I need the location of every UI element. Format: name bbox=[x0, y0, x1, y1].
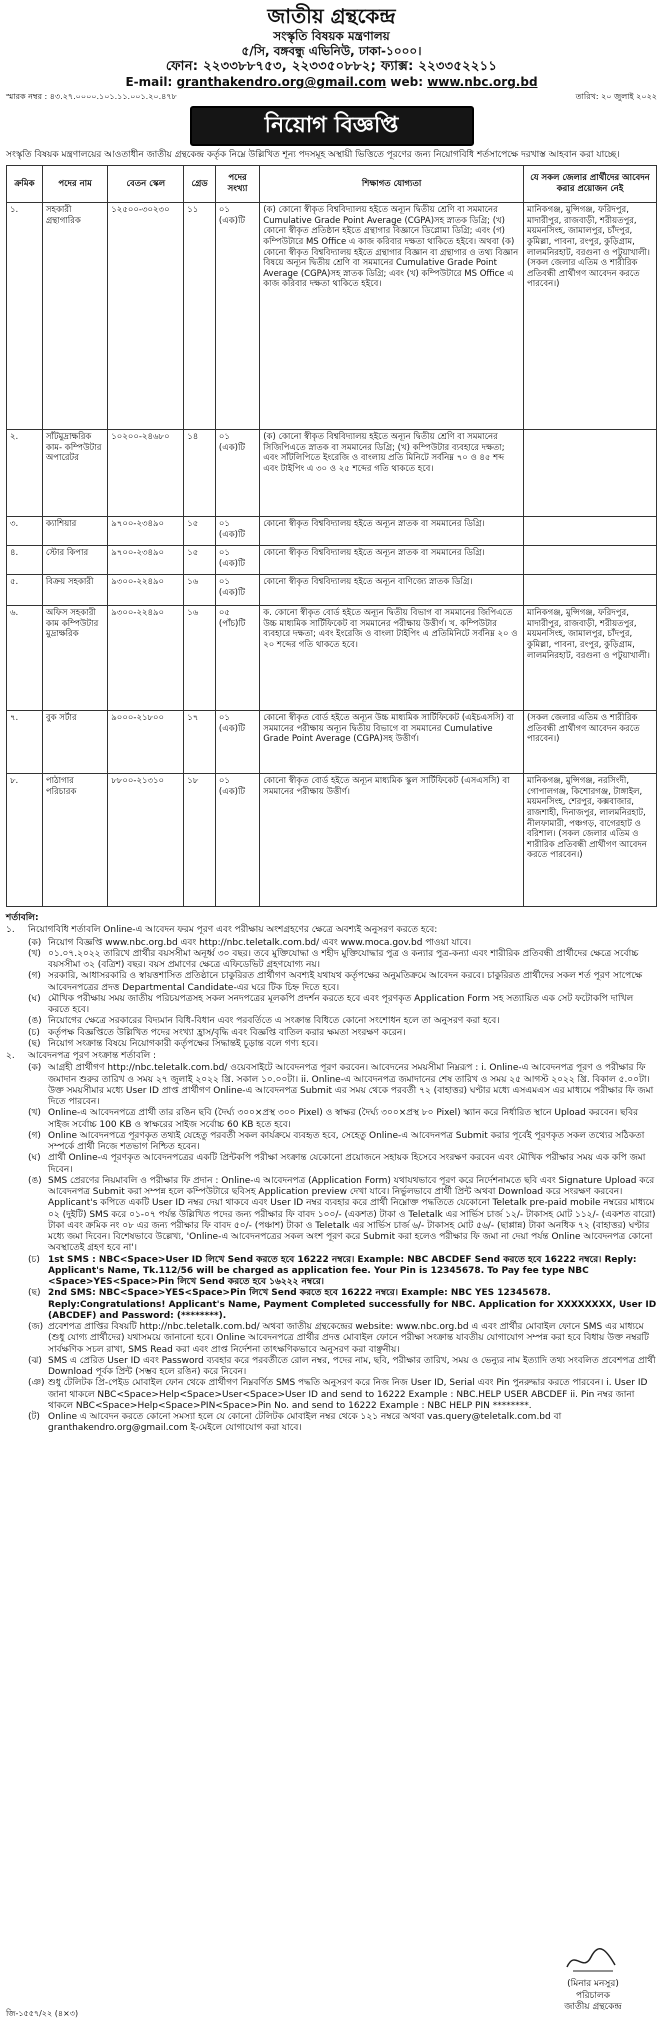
cell-districts bbox=[524, 575, 657, 606]
sub-condition: (ঙ) নিয়োগের ক্ষেত্রে সরকারের বিদ্যমান বিধি-বিধান এবং পরবর্তিতে এ সংক্রান্ত বিধিতে কোনো সংশোধন হলে তা অনুসরণ করা হবে। bbox=[28, 1016, 500, 1027]
col-header-grade: গ্রেড bbox=[184, 166, 216, 203]
vacancy-table bbox=[6, 165, 657, 907]
table-header-row bbox=[7, 166, 657, 203]
sub-condition: (ঙ) SMS প্রেরণের নিয়মাবলি ও পরীক্ষার ফি প্রদান : Online-এ আবেদনপত্র (Application Form) যথাযথভাবে পূরণ করে নির্দেশনামতে ছবি এবং Signature Upload করে আবেদনপত্র Submit করা সম্পন্ন হলে কম্পিউটারে ছবিসহ Application preview দেখা যাবে। নির্ভুলভাবে প্রার্থী প্রিন্ট অথবা Download করে সংরক্ষণ করবেন। Applicant's কপিতে একটি User ID নম্বর দেয়া থাকবে এবং User ID নম্বর ব্যবহার করে প্রার্থী নিম্নোক্ত পদ্ধতিতে যেকোনো Teletalk pre-paid mobile নম্বরের মাধ্যমে ০২ (দুইটি) SMS করে ০১-০৭ পর্যন্ত উল্লিখিত পদের জন্য পরীক্ষার ফি বাবদ ১০০/- (একশত) টাকা ও Teletalk এর সার্ভিস চার্জ ১২/- টাকাসহ মোট ১১২/- (একশত বারো) টাকা এবং ক্রমিক নং ০৮ এর জন্য পরীক্ষার ফি বাবদ ৫০/- (পঞ্চাশ) টাকা ও Teletalk এর সার্ভিস চার্জ ৬/- টাকাসহ মোট ৫৬/- (ছাপ্পান্ন) টাকা অনধিক ৭২ (বাহাত্তর) ঘণ্টার মধ্যে জমা দিবেন। বিশেষভাবে উল্লেখ্য, 'Online-এ আবেদনপত্রের সকল অংশ পূরণ করে Submit করা হলেও পরীক্ষার ফি জমা না দেয়া পর্যন্ত Online আবেদনপত্র কোনো অবস্থাতেই গ্রহণ হবে না'। bbox=[28, 1175, 656, 1254]
cell-count: ০১ (এক)টি bbox=[215, 546, 259, 575]
signature-mark bbox=[563, 1945, 623, 1975]
sub-condition: (ক) নিয়োগ বিজ্ঞপ্তি www.nbc.org.bd এবং http://nbc.teletalk.com.bd/ এবং www.moca.gov.bd পাওয়া যাবে। bbox=[28, 937, 472, 948]
condition-item: ২. আবেদনপত্র পূরণ সংক্রান্ত শর্তাবলি : bbox=[6, 1051, 657, 1062]
cell-post: সহকারী গ্রন্থাগারিক bbox=[42, 203, 107, 430]
sub-condition: (ট) Online এ আবেদন করতে কোনো সমস্যা হলে যে কোনো টেলিটক মোবাইল নম্বর থেকে ১২১ নম্বরে অথবা vas.query@teletalk.com.bd বা granthakendro.org@gmail.com ই-মেইলে যোগাযোগ করা যাবে। bbox=[28, 1412, 562, 1434]
col-header-scale: বেতন স্কেল bbox=[108, 166, 184, 203]
cell-education: কোনো স্বীকৃত বোর্ড হইতে অন্যূন উচ্চ মাধ্যমিক সার্টিফিকেট (এইচএসসি) বা সমমানের পরীক্ষায় অন্যূন দ্বিতীয় বিভাগে বা সমমানের Cumulative Grade Point Average (CGPA)সহ উত্তীর্ণ। bbox=[260, 711, 524, 774]
cell-scale: ১২৫০০-৩০২৩০ bbox=[108, 203, 184, 430]
sub-condition: (ঘ) প্রার্থী Online-এ পূরণকৃত আবেদনপত্রের একটি প্রিন্টকপি পরীক্ষা সংক্রান্ত যেকোনো প্রয়োজনে সহায়ক হিসেবে সংরক্ষণ করবেন এবং মৌখিক পরীক্ষার সময় এক কপি জমা দিবেন। bbox=[28, 1153, 646, 1175]
cell-education: কোনো স্বীকৃত বিশ্ববিদ্যালয় হইতে অন্যূন স্নাতক বা সমমানের ডিগ্রি। bbox=[260, 517, 524, 546]
cell-post: বুক সর্টার bbox=[42, 711, 107, 774]
cell-scale: ৯৭০০-২৩৪৯০ bbox=[108, 517, 184, 546]
sub-condition: (ঞ) শুধু টেলিটক প্রি-পেইড মোবাইল ফোন থেকে প্রার্থীগণ নিম্নবর্ণিত SMS পদ্ধতি অনুসরণ করে নিজ নিজ User ID, Serial এবং Pin পুনরুদ্ধার করতে পারবেন। i. User ID জানা থাকলে NBC<Space>Help<Space>User<Space>User ID and send to 16222 Example : NBC.HELP USER ABCDEF ii. Pin নম্বর জানা থাকলে NBC<Space>Help<Space>PIN<Space>Pin No. and send to 16222 Example : NBC HELP PIN ********. bbox=[28, 1378, 648, 1411]
cell-count: ০১ (এক)টি bbox=[215, 575, 259, 606]
cell-scale: ১০২০০-২৪৬৮০ bbox=[108, 430, 184, 517]
memo-number: স্মারক নম্বর : ৪৩.২৭.০০০০.১০১.১১.০০১.২০.৪৭৮ bbox=[6, 92, 177, 102]
sub-condition: (ঘ) মৌখিক পরীক্ষায় সময় জাতীয় পরিচয়পত্রসহ সকল সনদপত্রের মূলকপি প্রদর্শন করতে হবে এবং পূরণকৃত Application Form সহ সত্যায়িত এক সেট ফটোকপি দাখিল করতে হবে। bbox=[28, 993, 634, 1015]
cell-districts bbox=[524, 430, 657, 517]
signatory-name: (মিনার মনসুর) bbox=[567, 1979, 619, 1990]
cell-scale: ৯৩০০-২২৪৯০ bbox=[108, 606, 184, 711]
cell-post: পাঠাগার পরিচারক bbox=[42, 774, 107, 907]
conditions-title: শর্তাবলি: bbox=[6, 913, 39, 923]
cell-serial: ৫. bbox=[7, 575, 43, 606]
table-row bbox=[7, 430, 657, 517]
cell-serial: ৬. bbox=[7, 606, 43, 711]
signatory-designation: পরিচালক bbox=[575, 1990, 611, 2001]
table-row bbox=[7, 711, 657, 774]
phone-fax: ফোন: ২২৩৩৮৮৭৫৩, ২২৩৩৫০৮৮২; ফ্যাক্স: ২২৩৩৫২২১১ bbox=[165, 59, 498, 74]
cell-count: ০১ (এক)টি bbox=[215, 774, 259, 907]
cell-education: কোনো স্বীকৃত বিশ্ববিদ্যালয় হইতে অন্যূন বাণিজ্যে স্নাতক ডিগ্রি। bbox=[260, 575, 524, 606]
cell-districts: (সকল জেলার এতিম ও শারীরিক প্রতিবন্ধী প্রার্থীগণ আবেদন করতে পারবেন।) bbox=[524, 711, 657, 774]
cell-serial: ৭. bbox=[7, 711, 43, 774]
sub-condition: (ক) আগ্রহী প্রার্থীগণ http://nbc.teletalk.com.bd/ ওয়েবসাইটে আবেদনপত্র পূরণ করবেন। আবেদনের সময়সীমা নিম্নরূপ : i. Online-এ আবেদনপত্র পূরণ ও পরীক্ষার ফি জমাদান শুরুর তারিখ ও সময় ২৭ জুলাই ২০২২ খ্রি. সকাল ১০.০০টা। ii. Online-এ আবেদনপত্র জমাদানের শেষ তারিখ ও সময় ২৫ আগস্ট ২০২২ খ্রি. বিকাল ৫.০০টা। উক্ত সময়সীমার মধ্যে User ID প্রাপ্ত প্রার্থীগণ Online-এ আবেদনপত্র Submit এর সময় থেকে পরবর্তী ৭২ (বাহাত্তর) ঘণ্টার মধ্যে এসএমএস এর মাধ্যমে পরীক্ষার ফি জমা দিতে পারবেন। bbox=[28, 1063, 654, 1107]
cell-scale: ৯৭০০-২৩৪৯০ bbox=[108, 546, 184, 575]
cell-post: ক্যাশিয়ার bbox=[42, 517, 107, 546]
sub-condition: (চ) কর্তৃপক্ষ বিজ্ঞপ্তিতে উল্লিখিত পদের সংখ্যা হ্রাস/বৃদ্ধি এবং বিজ্ঞপ্তি বাতিল করার ক্ষমতা সংরক্ষণ করেন। bbox=[28, 1027, 406, 1038]
sub-condition: (গ) Online আবেদনপত্রে পূরণকৃত তথ্যই যেহেতু পরবর্তী সকল কার্যক্রমে ব্যবহৃত হবে, সেহেতু Online-এ আবেদনপত্র Submit করার পূর্বেই পূরণকৃত সকল তথ্যের সঠিকতা সম্পর্কে প্রার্থী নিজে শতভাগ নিশ্চিত হবেন। bbox=[28, 1130, 645, 1152]
col-header-excluded-districts: যে সকল জেলার প্রার্থীদের আবেদন করার প্রয়োজন নেই bbox=[524, 166, 657, 203]
cell-education: (ক) কোনো স্বীকৃত বিশ্ববিদ্যালয় হইতে অন্যূন দ্বিতীয় শ্রেণি বা সমমানের Cumulative Grade Point Average (CGPA)সহ স্নাতক ডিগ্রি; (খ) কোনো স্বীকৃত প্রতিষ্ঠান হইতে গ্রন্থাগার বিজ্ঞানে ডিপ্লোমা ডিগ্রি; এবং (গ) কম্পিউটারে MS Office এ কাজ করিবার দক্ষতা থাকিতে হইবে। অথবা (ক) কোনো স্বীকৃত বিশ্ববিদ্যালয় হইতে গ্রন্থাগার বিজ্ঞান বা গ্রন্থাগার ও তথ্য বিজ্ঞান বিষয়ে অন্যূন দ্বিতীয় শ্রেণি বা সমমানের Cumulative Grade Point Average (CGPA)সহ স্নাতক ডিগ্রি; এবং (খ) কম্পিউটারে MS Office এ কাজ করিবার দক্ষতা থাকিতে হইবে। bbox=[260, 203, 524, 430]
sub-condition: (খ) ০১.০৭.২০২২ তারিখে প্রার্থীর বয়সসীমা অনূর্ধ্ব ৩০ বছর। তবে মুক্তিযোদ্ধা ও শহীদ মুক্তিযোদ্ধার পুত্র ও কন্যার পুত্র-কন্যা এবং শারীরিক প্রতিবন্ধী প্রার্থীদের ক্ষেত্রে সর্বোচ্চ বয়সসীমা ৩২ (বত্রিশ) বছর। বয়স প্রমাণের ক্ষেত্রে এফিডেভিট গ্রহণযোগ্য নয়। bbox=[28, 948, 639, 970]
sub-condition: (জ) প্রবেশপত্র প্রাপ্তির বিষয়টি http://nbc.teletalk.com.bd/ অথবা জাতীয় গ্রন্থকেন্দ্রের website: www.nbc.org.bd এ এবং প্রার্থীর মোবাইল ফোনে SMS এর মাধ্যমে (শুধু যোগ্য প্রার্থীদের) যথাসময়ে জানানো হবে। Online আবেদনপত্রে প্রার্থীর প্রদত্ত মোবাইল ফোনে পরীক্ষা সংক্রান্ত যাবতীয় যোগাযোগ সম্পন্ন করা হবে বিধায় উক্ত নম্বরটি সার্বক্ষণিক সচল রাখা, SMS Read করা এবং প্রাপ্ত নির্দেশনা তাৎক্ষণিকভাবে অনুসরণ করা বাঞ্ছনীয়। bbox=[28, 1322, 649, 1355]
table-row bbox=[7, 546, 657, 575]
cell-grade: ১৫ bbox=[184, 546, 216, 575]
table-row bbox=[7, 575, 657, 606]
table-row bbox=[7, 606, 657, 711]
ministry-name: সংস্কৃতি বিষয়ক মন্ত্রণালয় bbox=[273, 29, 390, 43]
cell-grade: ১৮ bbox=[184, 774, 216, 907]
sub-condition: (খ) Online-এ আবেদনপত্রে প্রার্থী তার রঙিন ছবি (দৈর্ঘ্য ৩০০×প্রস্থ ৩০০ Pixel) ও স্বাক্ষর (দৈর্ঘ্য ৩০০×প্রস্থ ৮০ Pixel) স্ক্যান করে নির্ধারিত স্থানে Upload করবেন। ছবির সাইজ সর্বোচ্চ 100 KB ও স্বাক্ষরের সাইজ সর্বোচ্চ 60 KB হতে হবে। bbox=[28, 1108, 639, 1130]
cell-serial: ৩. bbox=[7, 517, 43, 546]
col-header-education: শিক্ষাগত যোগ্যতা bbox=[260, 166, 524, 203]
sub-condition: (ঝ) SMS এ প্রেরিত User ID এবং Password ব্যবহার করে পরবর্তীতে রোল নম্বর, পদের নাম, ছবি, পরীক্ষার তারিখ, সময় ও ভেন্যুর নাম ইত্যাদি তথ্য সংবলিত প্রবেশপত্র প্রার্থী Download পূর্বক প্রিন্ট (সম্ভব হলে রঙিন) করে নিবেন। bbox=[28, 1355, 656, 1377]
web-link[interactable]: www.nbc.org.bd bbox=[427, 75, 538, 90]
table-row bbox=[7, 517, 657, 546]
cell-scale: ৮৮০০-২১৩১০ bbox=[108, 774, 184, 907]
cell-post: স্টোর কিপার bbox=[42, 546, 107, 575]
cell-districts bbox=[524, 517, 657, 546]
table-row bbox=[7, 203, 657, 430]
col-header-serial: ক্রমিক bbox=[7, 166, 43, 203]
col-header-count: পদের সংখ্যা bbox=[215, 166, 259, 203]
notice-banner: নিয়োগ বিজ্ঞপ্তি bbox=[190, 106, 474, 146]
cell-serial: ২. bbox=[7, 430, 43, 517]
signatory-org: জাতীয় গ্রন্থকেন্দ্র bbox=[564, 2001, 622, 2012]
publication-code: জি-১৫৫৭/২২ (৪×৩) bbox=[6, 2009, 79, 2018]
cell-count: ০১ (এক)টি bbox=[215, 517, 259, 546]
cell-post: সাঁটমুদ্রাক্ষরিক কাম- কম্পিউটার অপারেটর bbox=[42, 430, 107, 517]
email-link[interactable]: granthakendro.org@gmail.com bbox=[176, 75, 387, 90]
sub-condition: (চ) 1st SMS : NBC<Space>User ID লিখে Send করতে হবে 16222 নম্বরে। Example: NBC ABCDEF Send করতে হবে 16222 নম্বরে। Reply: Applicant's Name, Tk.112/56 will be charged as application fee. Your Pin is 12345678. To Pay fee type NBC <Space>YES<Space>Pin লিখে Send করতে হবে ১৬২২২ নম্বরে। bbox=[28, 1254, 637, 1287]
email-label: E-mail: bbox=[125, 75, 177, 90]
cell-grade: ১১ bbox=[184, 203, 216, 430]
sub-condition: (ছ) 2nd SMS: NBC<Space>YES<Space>Pin লিখে Send করতে হবে 16222 নম্বরে। Example: NBC YES 12345678. Reply:Congratulations! Applicant's Name, Payment Completed successfully for NBC. Application for XXXXXXXX, User ID (ABCDEF) and Password: (********). bbox=[28, 1288, 657, 1321]
contact-line bbox=[6, 75, 657, 90]
cell-post: অফিস সহকারী কাম কম্পিউটার মুদ্রাক্ষরিক bbox=[42, 606, 107, 711]
cell-districts: মানিকগঞ্জ, মুন্সিগঞ্জ, ফরিদপুর, মাদারীপুর, রাজবাড়ী, শরীয়তপুর, ময়মনসিংহ, জামালপুর, চাঁদপুর, কুমিল্লা, পাবনা, রংপুর, কুড়িগ্রাম, লালমনিরহাট, বরগুনা ও পটুয়াখালী। bbox=[524, 606, 657, 711]
cell-count: ০১ (এক)টি bbox=[215, 711, 259, 774]
condition-heading: আবেদনপত্র পূরণ সংক্রান্ত শর্তাবলি : bbox=[28, 1051, 157, 1061]
cell-education: ক. কোনো স্বীকৃত বোর্ড হইতে অন্যূন দ্বিতীয় বিভাগ বা সমমানের জিপিএতে উচ্চ মাধ্যমিক সার্টিফিকেট বা সমমানের পরীক্ষায় উত্তীর্ণ। খ. কম্পিউটার ব্যবহারে দক্ষতা; এবং ইংরেজি ও বাংলা টাইপিং এ প্রতিমিনিটে সর্বনিম্ন ২০ ও ২০ শব্দের গতি থাকতে হবে। bbox=[260, 606, 524, 711]
cell-count: ০৫ (পাঁচ)টি bbox=[215, 606, 259, 711]
cell-count: ০১ (এক)টি bbox=[215, 203, 259, 430]
cell-districts: মানিকগঞ্জ, মুন্সিগঞ্জ, ফরিদপুর, মাদারীপুর, রাজবাড়ী, শরীয়তপুর, ময়মনসিংহ, জামালপুর, চাঁদপুর, কুমিল্লা, পাবনা, রংপুর, কুড়িগ্রাম, লালমনিরহাট, বরগুনা ও পটুয়াখালী। (সকল জেলার এতিম ও শারীরিক প্রতিবন্ধী প্রার্থীগণ আবেদন করতে পারবেন।) bbox=[524, 203, 657, 430]
cell-post: বিক্রয় সহকারী bbox=[42, 575, 107, 606]
cell-serial: ১. bbox=[7, 203, 43, 430]
cell-districts: মানিকগঞ্জ, মুন্সিগঞ্জ, নরসিংদী, গোপালগঞ্জ, কিশোরগঞ্জ, টাঙ্গাইল, ময়মনসিংহ, শেরপুর, কক্সবাজার, রাজশাহী, দিনাজপুর, লালমনিরহাট, নীলফামারী, পঞ্চগড়, বাগেরহাট ও বরিশাল। (সকল জেলার এতিম ও শারীরিক প্রতিবন্ধী প্রার্থীগণ আবেদন করতে পারবেন।) bbox=[524, 774, 657, 907]
address: ৫/সি, বঙ্গবন্ধু এভিনিউ, ঢাকা-১০০০। bbox=[241, 44, 422, 58]
intro-paragraph: সংস্কৃতি বিষয়ক মন্ত্রণালয়ের আওতাধীন জাতীয় গ্রন্থকেন্দ্র কর্তৃক নিম্নে উল্লিখিত শূন্য পদসমূহ অস্থায়ী ভিত্তিতে পূরণের জন্য নিয়োগবিধি শর্তসাপেক্ষে দরখাস্ত আহবান করা যাচ্ছে। bbox=[6, 149, 620, 160]
cell-scale: ৯০০০-২১৮০০ bbox=[108, 711, 184, 774]
org-title: জাতীয় গ্রন্থকেন্দ্র bbox=[267, 4, 396, 28]
cell-grade: ১৬ bbox=[184, 606, 216, 711]
cell-serial: ৪. bbox=[7, 546, 43, 575]
cell-education: (ক) কোনো স্বীকৃত বিশ্ববিদ্যালয় হইতে অন্যূন দ্বিতীয় শ্রেণি বা সমমানের সিজিপিএতে স্নাতক বা সমমানের ডিগ্রি; (খ) কম্পিউটার ব্যবহারে দক্ষতা; এবং সাঁটলিপিতে ইংরেজি ও বাংলায় প্রতি মিনিটে সর্বনিম্ন ৭০ ও ৪৫ শব্দ এবং টাইপিং এ ৩০ ও ২৫ শব্দের গতি থাকতে হবে। bbox=[260, 430, 524, 517]
condition-item: ১. নিয়োগবিধি শর্তাবলি Online-এ আবেদন ফরম পূরণ এবং পরীক্ষায় অংশগ্রহণের ক্ষেত্রে অবশ্যই অনুসরণ করতে হবে: bbox=[6, 925, 657, 936]
condition-heading: নিয়োগবিধি শর্তাবলি Online-এ আবেদন ফরম পূরণ এবং পরীক্ষায় অংশগ্রহণের ক্ষেত্রে অবশ্যই অনুসরণ করতে হবে: bbox=[28, 925, 438, 936]
cell-education: কোনো স্বীকৃত বোর্ড হইতে অন্যূন মাধ্যমিক স্কুল সার্টিফিকেট (এসএসসি) বা সমমানের পরীক্ষায় উত্তীর্ণ। bbox=[260, 774, 524, 907]
cell-grade: ১৭ bbox=[184, 711, 216, 774]
notice-date: তারিখ: ২০ জুলাই ২০২২ bbox=[575, 92, 657, 102]
reference-line bbox=[6, 92, 657, 102]
cell-count: ০১ (এক)টি bbox=[215, 430, 259, 517]
cell-scale: ৯৩০০-২২৪৯০ bbox=[108, 575, 184, 606]
sub-condition: (গ) সরকারি, আধাসরকারি ও স্বায়ত্তশাসিত প্রতিষ্ঠানে চাকুরিরত প্রার্থীগণ অবশ্যই যথাযথ কর্তৃপক্ষের অনুমতিক্রমে আবেদন করবে। চাকুরিরত প্রার্থীদের সকল শর্ত পূরণ সাপেক্ষে আবেদনপত্রের প্রদত্ত Departmental Candidate-এর ঘরে টিক চিহ্ন দিতে হবে। bbox=[28, 971, 643, 993]
signature-block bbox=[563, 1945, 623, 2013]
cell-districts bbox=[524, 546, 657, 575]
cell-grade: ১৫ bbox=[184, 517, 216, 546]
web-label: web: bbox=[386, 75, 428, 90]
cell-education: কোনো স্বীকৃত বিশ্ববিদ্যালয় হইতে অন্যূন স্নাতক বা সমমানের ডিগ্রি। bbox=[260, 546, 524, 575]
cell-grade: ১৪ bbox=[184, 430, 216, 517]
sub-condition: (ছ) নিয়োগ সংক্রান্ত বিষয়ে নিয়োগকারী কর্তৃপক্ষের সিদ্ধান্তই চূড়ান্ত বলে গণ্য হবে। bbox=[28, 1038, 319, 1049]
col-header-post: পদের নাম bbox=[42, 166, 107, 203]
letterhead bbox=[6, 4, 657, 90]
conditions-section bbox=[6, 913, 657, 1435]
cell-grade: ১৬ bbox=[184, 575, 216, 606]
table-row bbox=[7, 774, 657, 907]
cell-serial: ৮. bbox=[7, 774, 43, 907]
